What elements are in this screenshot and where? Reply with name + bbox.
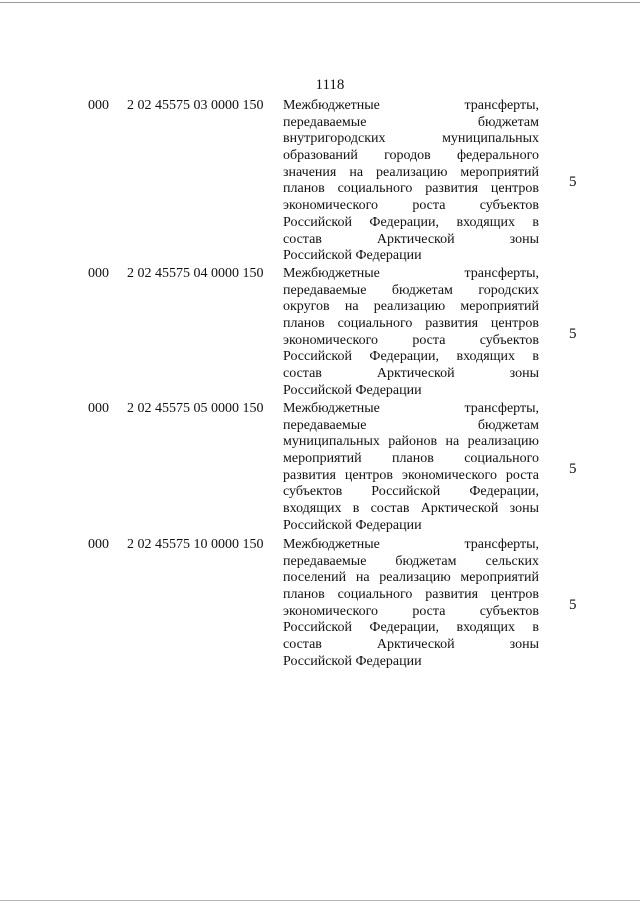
income-name-line: значения на реализацию мероприятий — [283, 164, 539, 180]
income-name-line: субъектов Российской Федерации, — [283, 484, 539, 500]
income-name-line: муниципальных районов на реализацию — [283, 434, 539, 450]
income-name-line: Российской Федерации — [283, 653, 422, 669]
budget-classification-code: 2 02 45575 03 0000 150 — [127, 98, 264, 113]
income-name — [283, 401, 539, 535]
income-name-line: планов социального развития центров — [283, 587, 539, 603]
income-name-line: передаваемые бюджетам — [283, 417, 539, 433]
income-name-line: округов на реализацию мероприятий — [283, 299, 539, 315]
income-name-line: состав Арктической зоны — [283, 231, 539, 247]
income-name-line: планов социального развития центров — [283, 316, 539, 332]
income-name-line: Межбюджетные трансферты, — [283, 537, 539, 552]
budget-classification-code: 2 02 45575 04 0000 150 — [127, 266, 264, 281]
income-name — [283, 266, 539, 400]
scan-edge-bottom — [0, 900, 640, 901]
admin-code: 000 — [88, 401, 109, 416]
admin-code: 000 — [88, 98, 109, 113]
income-name-line: Российской Федерации — [283, 248, 422, 264]
income-name-line: Российской Федерации, входящих в — [283, 214, 539, 230]
income-name-line: передаваемые бюджетам городских — [283, 282, 539, 298]
income-name-line: образований городов федерального — [283, 148, 539, 164]
income-name-line: экономического роста субъектов — [283, 198, 539, 214]
income-name-line: Межбюджетные трансферты, — [283, 401, 539, 416]
income-name-line: поселений на реализацию мероприятий — [283, 570, 539, 586]
amount-value: 5 — [569, 597, 577, 613]
income-name-line: экономического роста субъектов — [283, 603, 539, 619]
income-name-line: планов социального развития центров — [283, 181, 539, 197]
income-name-line: Российской Федерации, входящих в — [283, 620, 539, 636]
budget-classification-code: 2 02 45575 05 0000 150 — [127, 401, 264, 416]
income-name-line: состав Арктической зоны — [283, 637, 539, 653]
income-name-line: экономического роста субъектов — [283, 332, 539, 348]
page-number: 1118 — [315, 77, 345, 93]
admin-code: 000 — [88, 266, 109, 281]
admin-code: 000 — [88, 537, 109, 552]
income-name-line: Межбюджетные трансферты, — [283, 266, 539, 281]
income-name-line: Российской Федерации — [283, 382, 422, 398]
amount-value: 5 — [569, 461, 577, 477]
income-name-line: передаваемые бюджетам сельских — [283, 553, 539, 569]
income-name-line: Российской Федерации — [283, 517, 422, 533]
amount-value: 5 — [569, 326, 577, 342]
income-name-line: мероприятий планов социального — [283, 451, 539, 467]
income-name — [283, 537, 539, 671]
income-name-line: Межбюджетные трансферты, — [283, 98, 539, 113]
income-name-line: внутригородских муниципальных — [283, 131, 539, 147]
income-name-line: развития центров экономического роста — [283, 467, 539, 483]
scan-edge-top — [0, 2, 640, 3]
income-name-line: входящих в состав Арктической зоны — [283, 501, 539, 517]
amount-value: 5 — [569, 174, 577, 190]
income-name — [283, 98, 539, 265]
income-name-line: Российской Федерации, входящих в — [283, 349, 539, 365]
income-name-line: состав Арктической зоны — [283, 366, 539, 382]
budget-classification-code: 2 02 45575 10 0000 150 — [127, 537, 264, 552]
income-name-line: передаваемые бюджетам — [283, 114, 539, 130]
